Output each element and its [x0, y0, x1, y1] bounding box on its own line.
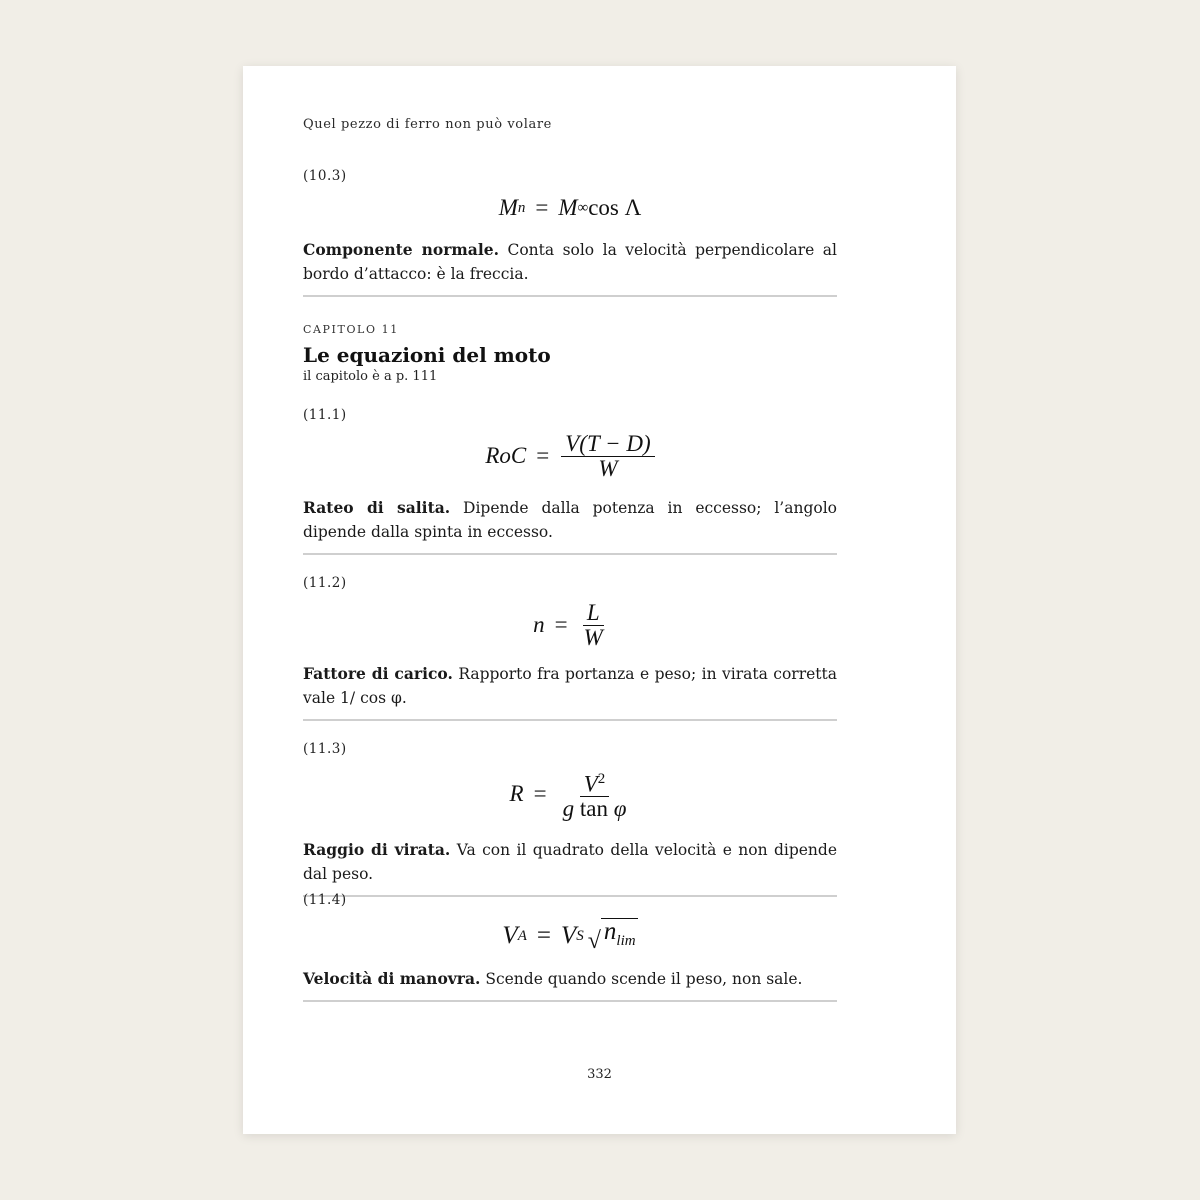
equation-description: Rateo di salita. Dipende dalla potenza in eccesso; l’angolo dipende dalla spinta in eccesso. — [303, 498, 837, 541]
equation-term: Fattore di carico. — [303, 664, 453, 683]
equation-block — [303, 573, 837, 721]
formula: n = $\frac{L}{W}$ — [533, 599, 603, 650]
equation-number: (11.4) — [303, 892, 347, 908]
formula: RoC = $\frac{V(T - D)}{W}$ — [303, 425, 837, 487]
equation-block — [303, 405, 837, 555]
equation-number: (11.2) — [303, 575, 347, 591]
running-head: Quel pezzo di ferro non può volare — [303, 117, 552, 132]
equation-number: (11.1) — [303, 407, 347, 423]
divider — [303, 295, 837, 297]
equation-number: (10.3) — [303, 168, 347, 184]
chapter-subtitle: il capitolo è a p. 111 — [303, 369, 438, 384]
page-number: 332 — [587, 1067, 612, 1082]
equation-description: Fattore di carico. Rapporto fra portanza e peso; in virata corretta vale 1/ cos φ. — [303, 664, 837, 707]
equation-number: (11.3) — [303, 741, 347, 757]
equation-description: Raggio di virata. Va con il quadrato della velocità e non dipende dal peso. — [303, 840, 837, 883]
formula: V A = V S √ $n_{lim}$ — [502, 918, 636, 954]
equation-description: Componente normale. Conta solo la velocità perpendicolare al bordo d’attacco: è la freccia. — [303, 240, 837, 283]
equation-term: Rateo di salita. — [303, 498, 451, 517]
equation-description: Velocità di manovra. Scende quando scende il peso, non sale. — [303, 969, 803, 988]
chapter-heading — [303, 323, 837, 384]
divider — [303, 719, 837, 721]
book-page — [243, 66, 956, 1134]
chapter-title: Le equazioni del moto — [303, 343, 551, 367]
divider — [303, 553, 837, 555]
chapter-label: CAPITOLO 11 — [303, 323, 399, 336]
equation-term: Raggio di virata. — [303, 840, 451, 859]
equation-term: Componente normale. — [303, 240, 499, 259]
equation-block — [303, 890, 837, 1002]
divider — [303, 1000, 837, 1002]
formula: R = $\frac{V^2}{\text{g tan φ}}$ — [303, 759, 837, 829]
equation-term: Velocità di manovra. — [303, 969, 481, 988]
equation-block — [303, 739, 837, 897]
formula: M n = M ∞ cos Λ — [498, 195, 642, 220]
equation-block — [303, 166, 837, 297]
